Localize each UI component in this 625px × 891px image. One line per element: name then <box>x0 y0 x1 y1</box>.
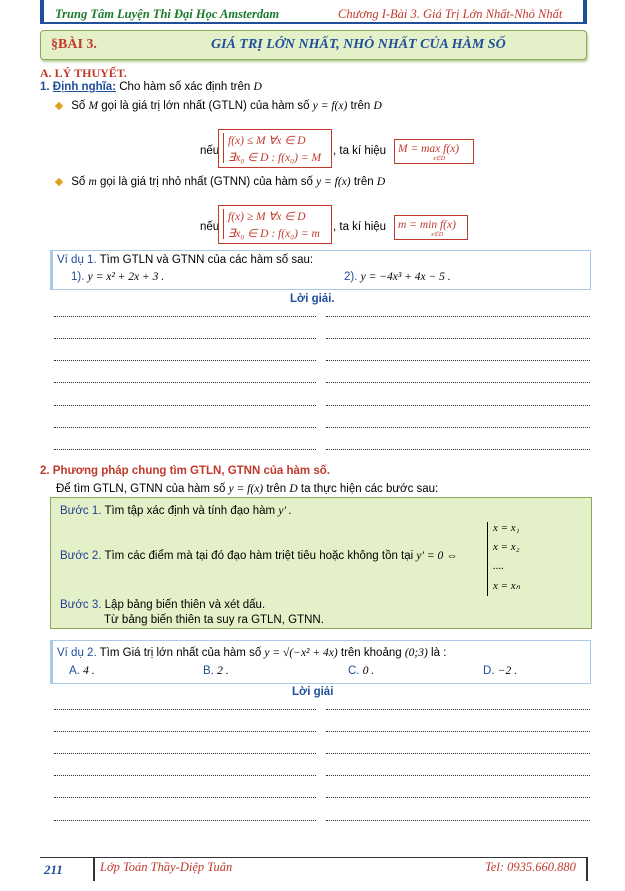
min-if-label: nếu <box>200 221 220 233</box>
example-1-text: Tìm GTLN và GTNN của các hàm số sau: <box>99 254 314 266</box>
definition-domain: D <box>253 81 262 93</box>
min-notation-box <box>394 215 468 240</box>
answer-line <box>54 405 316 406</box>
step-3-text: Lập bảng biến thiên và xét dấu. <box>104 599 266 611</box>
max-system-brace <box>223 133 224 163</box>
option-a-value: 4 . <box>83 665 95 677</box>
max-on-text: trên <box>350 100 371 112</box>
header-left-bar <box>40 0 44 24</box>
root-2: x = x₂ <box>493 541 520 553</box>
min-symbol: m <box>88 176 97 188</box>
example-1-label: Ví dụ 1. <box>57 254 97 266</box>
answer-line <box>326 382 590 383</box>
method-intro-function: y = f(x) <box>228 483 264 495</box>
answer-line <box>326 775 590 776</box>
page-number: 211 <box>44 862 63 877</box>
option-a-letter: A. <box>69 665 80 677</box>
max-definition-line <box>56 100 382 112</box>
answer-line <box>54 316 316 317</box>
steps-box <box>50 497 592 629</box>
step-3 <box>60 599 265 611</box>
answer-line <box>326 753 590 754</box>
step-1-text: Tìm tập xác định và tính đạo hàm <box>104 505 276 517</box>
option-c[interactable] <box>348 665 374 677</box>
step-1 <box>60 505 292 517</box>
answer-line <box>326 449 590 450</box>
root-1: x = x₁ <box>493 522 520 534</box>
max-notation: M = max f(x) <box>398 143 460 155</box>
max-function: y = f(x) <box>312 100 348 112</box>
min-condition-1: f(x) ≥ M ∀x ∈ D <box>228 211 306 223</box>
footer-rule <box>40 857 588 858</box>
answer-line <box>326 316 590 317</box>
max-symbol: M <box>88 100 99 112</box>
min-system-brace <box>223 209 224 239</box>
min-function: y = f(x) <box>316 176 351 188</box>
option-d-value: −2 . <box>497 665 517 677</box>
bullet-diamond-icon <box>55 102 63 110</box>
example-2-prompt <box>57 647 446 659</box>
max-notation-box <box>394 139 474 164</box>
step-2-math: y' = 0 ⇔ <box>416 550 458 562</box>
method-intro-domain: D <box>289 483 298 495</box>
option-d-letter: D. <box>483 665 495 677</box>
lesson-title: GIÁ TRỊ LỚN NHẤT, NHỎ NHẤT CỦA HÀM SỐ <box>211 37 506 52</box>
option-c-letter: C. <box>348 665 360 677</box>
header-right-bar <box>583 0 587 24</box>
answer-line <box>54 797 316 798</box>
example-1-item-2 <box>344 271 451 283</box>
theory-heading: A. LÝ THUYẾT. <box>40 66 127 80</box>
example-2-label: Ví dụ 2. <box>57 647 97 659</box>
roots-system <box>487 522 548 596</box>
answer-line <box>54 427 316 428</box>
min-conditions-box <box>218 205 332 244</box>
answer-line <box>54 820 316 821</box>
answer-line <box>326 338 590 339</box>
method-intro-c: ta thực hiện các bước sau: <box>300 483 439 495</box>
footer-phone: Tel: 0935.660.880 <box>485 860 576 874</box>
root-ellipsis: .... <box>493 560 504 572</box>
method-heading: 2. Phương pháp chung tìm GTLN, GTNN của hàm số. <box>40 465 330 477</box>
option-c-value: 0 . <box>362 665 375 677</box>
answer-line <box>54 360 316 361</box>
min-condition-2: ∃x₀ ∈ D : f(x₀) = m <box>228 228 320 240</box>
root-n: x = xₙ <box>493 580 521 592</box>
answer-line <box>54 338 316 339</box>
answer-line <box>326 820 590 821</box>
example-1-item-2-number: 2). <box>344 271 358 283</box>
example-2-interval: (0;3) <box>404 647 428 659</box>
definition-number: 1. <box>40 81 50 93</box>
example-2-solution-heading: Lời giải <box>292 686 334 698</box>
footer-divider-left <box>93 857 95 881</box>
max-domain: D <box>373 100 382 112</box>
option-b[interactable] <box>203 665 229 677</box>
min-on-text: trên <box>353 176 374 188</box>
lesson-title-banner <box>40 30 587 60</box>
method-intro-b: trên <box>266 483 287 495</box>
answer-line <box>326 731 590 732</box>
min-definition-line <box>56 176 385 188</box>
step-2-label: Bước 2. <box>60 550 102 562</box>
max-condition-2: ∃x₀ ∈ D : f(x₀) = M <box>228 152 322 164</box>
step-3-conclusion: Từ bảng biến thiên ta suy ra GTLN, GTNN. <box>104 614 324 626</box>
example-2-text-a: Tìm Giá trị lớn nhất của hàm số <box>99 647 262 659</box>
answer-line <box>54 449 316 450</box>
max-condition-1: f(x) ≤ M ∀x ∈ D <box>228 135 306 147</box>
min-notation-label: , ta kí hiệu <box>333 221 387 233</box>
step-2 <box>60 550 458 562</box>
option-b-letter: B. <box>203 665 214 677</box>
example-1-box <box>50 250 591 290</box>
example-1-item-2-expression: y = −4x³ + 4x − 5 . <box>360 271 451 283</box>
answer-line <box>54 709 316 710</box>
example-1-prompt <box>57 254 313 266</box>
example-1-item-1 <box>71 271 164 283</box>
answer-line <box>326 797 590 798</box>
max-conditions-box <box>218 129 332 168</box>
step-3-label: Bước 3. <box>60 599 102 611</box>
example-2-function: y = √(−x² + 4x) <box>264 647 338 659</box>
answer-line <box>54 753 316 754</box>
option-a[interactable] <box>69 665 95 677</box>
step-1-math: y' . <box>278 505 292 517</box>
option-d[interactable] <box>483 665 517 677</box>
answer-line <box>326 360 590 361</box>
min-domain: D <box>376 176 386 188</box>
option-b-value: 2 . <box>217 665 229 677</box>
max-if-label: nếu <box>200 145 220 157</box>
max-text-b: gọi là giá trị lớn nhất (GTLN) của hàm số <box>101 100 310 112</box>
min-notation: m = min f(x) <box>398 219 456 231</box>
header-rule <box>40 22 587 24</box>
answer-line <box>54 731 316 732</box>
example-1-item-1-expression: y = x² + 2x + 3 . <box>87 271 165 283</box>
step-2-text: Tìm các điểm mà tại đó đạo hàm triệt tiêu hoặc không tồn tại <box>104 550 414 562</box>
example-2-box <box>50 640 591 684</box>
max-text-a: Số <box>71 100 86 112</box>
example-1-solution-heading: Lời giải. <box>290 293 335 305</box>
answer-line <box>326 405 590 406</box>
max-notation-label: , ta kí hiệu <box>333 145 387 157</box>
method-intro <box>56 483 438 495</box>
footer-teacher: Lớp Toán Thầy-Diệp Tuân <box>100 860 233 874</box>
answer-line <box>54 382 316 383</box>
answer-line <box>54 775 316 776</box>
min-text-a: Số <box>71 176 86 188</box>
max-notation-subscript: x∈D <box>433 156 446 162</box>
definition-text: Cho hàm số xác định trên <box>119 81 251 93</box>
bullet-diamond-icon <box>55 178 63 186</box>
header-chapter-title: Chương I-Bài 3. Giá Trị Lớn Nhất-Nhỏ Nhất <box>338 7 563 21</box>
step-1-label: Bước 1. <box>60 505 102 517</box>
example-2-text-b: trên khoảng <box>340 647 402 659</box>
example-1-item-1-number: 1). <box>71 271 85 283</box>
min-text-b: gọi là giá trị nhỏ nhất (GTNN) của hàm số <box>100 176 313 188</box>
definition-line <box>40 81 262 93</box>
definition-title: Định nghĩa: <box>52 81 117 93</box>
method-intro-a: Để tìm GTLN, GTNN của hàm số <box>56 483 226 495</box>
footer-divider-right <box>586 857 588 881</box>
answer-line <box>326 709 590 710</box>
answer-line <box>326 427 590 428</box>
example-2-text-c: là : <box>431 647 447 659</box>
lesson-section-number: §BÀI 3. <box>51 37 97 52</box>
header-center-name: Trung Tâm Luyện Thi Đại Học Amsterdam <box>55 7 280 21</box>
min-notation-subscript: x∈D <box>431 232 444 238</box>
